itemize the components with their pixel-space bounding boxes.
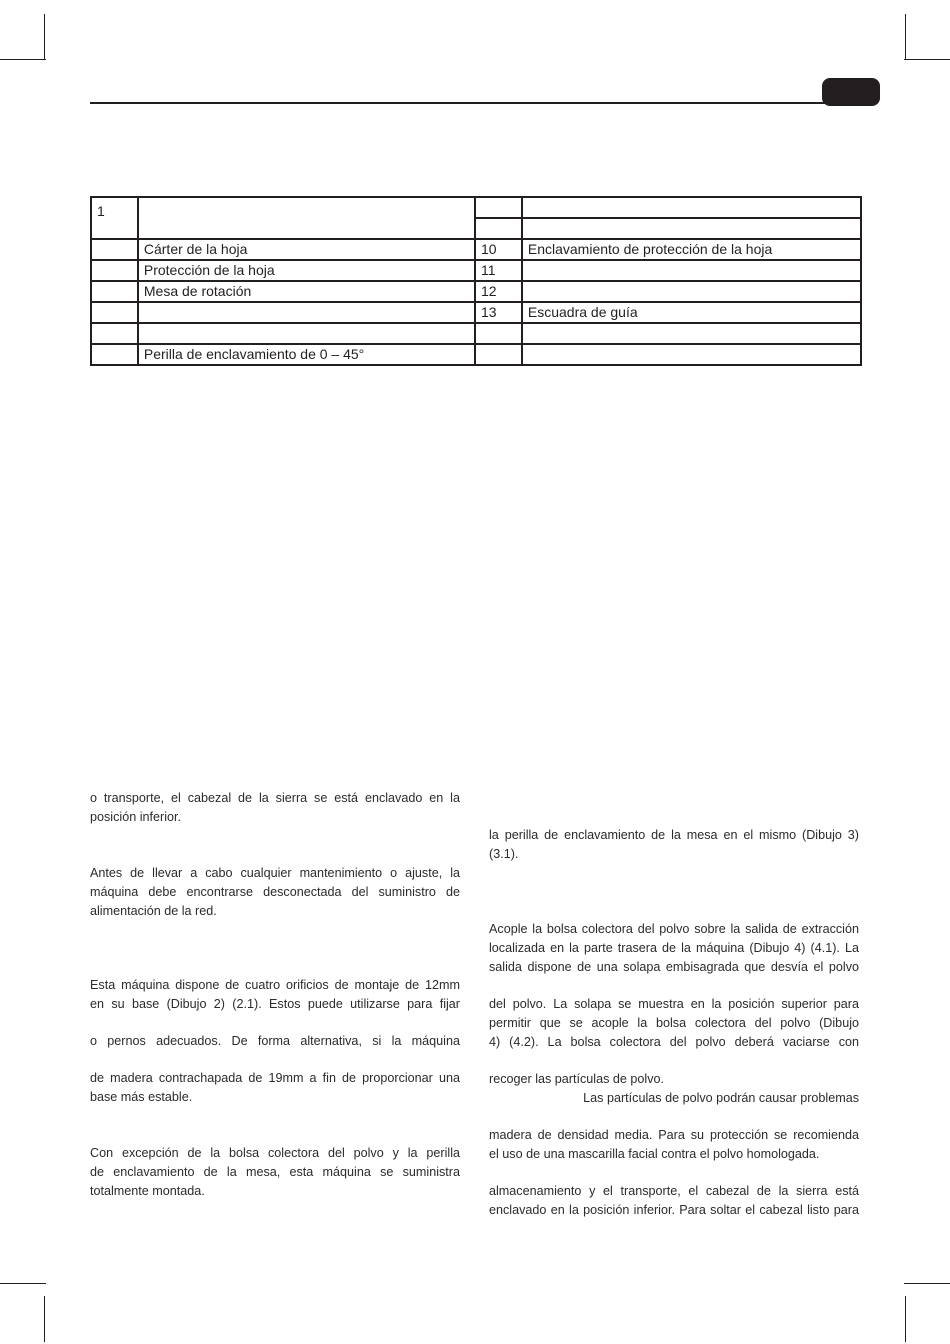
body-text-line: Antes de llevar a cabo cualquier mantenimiento o ajuste, la [90, 866, 460, 880]
body-text-line: Las partículas de polvo podrán causar problemas [583, 1091, 859, 1105]
body-text-line: almacenamiento y el transporte, el cabezal de la sierra está [489, 1184, 859, 1198]
body-text-line: la perilla de enclavamiento de la mesa en el mismo (Dibujo 3) [489, 828, 859, 842]
part-number [91, 323, 138, 344]
header-rule [90, 102, 826, 104]
body-text-line: de madera contrachapada de 19mm a fin de proporcionar una [90, 1071, 460, 1085]
crop-mark [0, 1283, 46, 1284]
part-number [91, 344, 138, 365]
body-text-line: madera de densidad media. Para su protección se recomienda [489, 1128, 859, 1142]
part-label [522, 323, 861, 344]
body-text-line: o pernos adecuados. De forma alternativa, si la máquina [90, 1034, 460, 1048]
part-label [138, 197, 475, 239]
part-number [475, 323, 522, 344]
part-number: 10 [475, 239, 522, 260]
part-label [138, 302, 475, 323]
table-row [91, 260, 861, 281]
part-label [138, 323, 475, 344]
part-number [91, 260, 138, 281]
body-text-line: el uso de una mascarilla facial contra el polvo homologada. [489, 1147, 820, 1161]
crop-mark [905, 14, 906, 60]
part-number [91, 239, 138, 260]
part-label: Protección de la hoja [138, 260, 475, 281]
part-label [522, 281, 861, 302]
crop-mark [904, 59, 950, 60]
language-tab-badge [822, 78, 880, 106]
part-label [522, 260, 861, 281]
body-text-line: localizada en la parte trasera de la máquina (Dibujo 4) (4.1). La [489, 941, 859, 955]
part-number: 1 [91, 197, 138, 239]
part-label [522, 218, 861, 239]
table-row [91, 281, 861, 302]
crop-mark [44, 1296, 45, 1342]
table-row [91, 323, 861, 344]
body-text-line: del polvo. La solapa se muestra en la posición superior para [489, 997, 859, 1011]
part-label: Perilla de enclavamiento de 0 – 45° [138, 344, 475, 365]
body-text-line: Con excepción de la bolsa colectora del polvo y la perilla [90, 1146, 460, 1160]
body-text-line: máquina debe encontrarse desconectada del suministro de [90, 885, 460, 899]
body-text-line: permitir que se acople la bolsa colectora del polvo (Dibujo [489, 1016, 859, 1030]
part-number: 13 [475, 302, 522, 323]
body-text-line: recoger las partículas de polvo. [489, 1072, 665, 1086]
body-text-line: de enclavamiento de la mesa, esta máquina se suministra [90, 1165, 460, 1179]
part-label [522, 344, 861, 365]
body-text-line: salida dispone de una solapa embisagrada que desvía el polvo [489, 960, 859, 974]
body-text-line: totalmente montada. [90, 1184, 205, 1198]
body-text-line: Acople la bolsa colectora del polvo sobre la salida de extracción [489, 922, 859, 936]
body-text-line: o transporte, el cabezal de la sierra se está enclavado en la [90, 791, 460, 805]
part-label [522, 197, 861, 218]
body-text-line: posición inferior. [90, 810, 182, 824]
part-number [475, 197, 522, 218]
body-text-line: en su base (Dibujo 2) (2.1). Estos puede utilizarse para fijar [90, 997, 460, 1011]
crop-mark [904, 1283, 950, 1284]
body-text-line: 4) (4.2). La bolsa colectora del polvo deberá vaciarse con [489, 1035, 859, 1049]
part-number [91, 302, 138, 323]
body-text-line: base más estable. [90, 1090, 193, 1104]
part-number [475, 344, 522, 365]
table-row [91, 197, 861, 218]
part-label: Enclavamiento de protección de la hoja [522, 239, 861, 260]
part-number [91, 281, 138, 302]
table-row [91, 344, 861, 365]
part-number: 11 [475, 260, 522, 281]
crop-mark [0, 59, 46, 60]
body-text-line: (3.1). [489, 847, 519, 861]
part-label: Escuadra de guía [522, 302, 861, 323]
crop-mark [905, 1296, 906, 1342]
part-number [475, 218, 522, 239]
body-text-line: enclavado en la posición inferior. Para soltar el cabezal listo para [489, 1203, 859, 1217]
table-row [91, 239, 861, 260]
parts-table [90, 196, 862, 366]
part-number: 12 [475, 281, 522, 302]
body-text-line: alimentación de la red. [90, 904, 217, 918]
crop-mark [44, 14, 45, 60]
part-label: Cárter de la hoja [138, 239, 475, 260]
table-row [91, 302, 861, 323]
part-label: Mesa de rotación [138, 281, 475, 302]
body-text-line: Esta máquina dispone de cuatro orificios de montaje de 12mm [90, 978, 460, 992]
